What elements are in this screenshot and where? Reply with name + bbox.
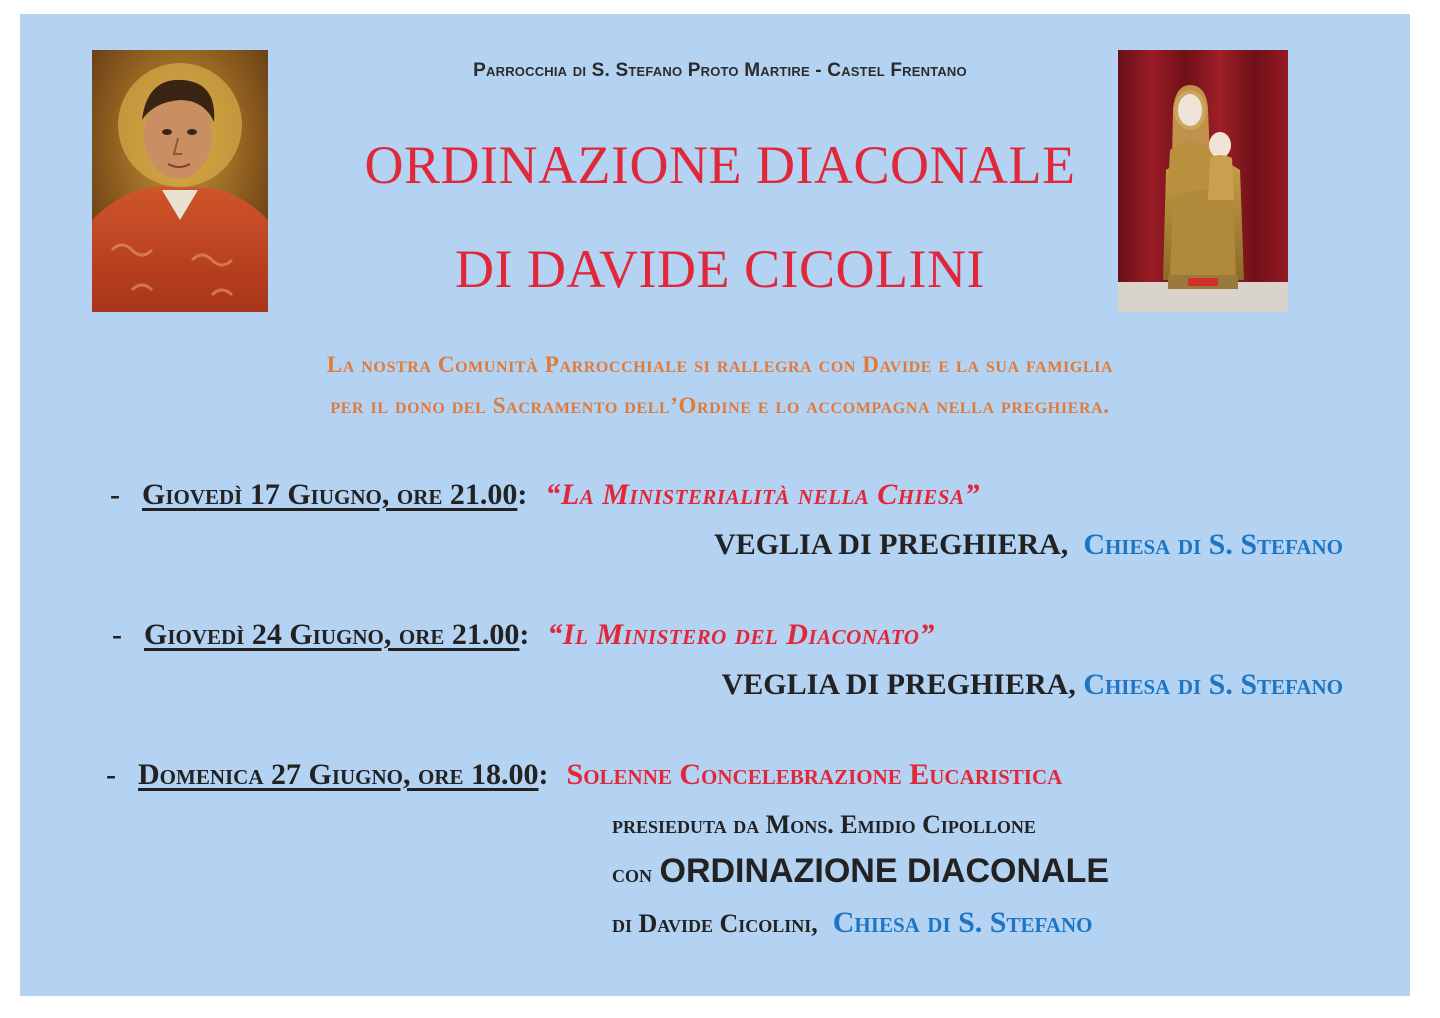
event-3-presided: [612, 810, 1036, 840]
event-bullet: -: [110, 478, 120, 511]
intro-line-1: La nostra Comunità Parrocchiale si rallegra con Davide e la sua famiglia: [326, 352, 1114, 377]
event-colon: :: [519, 618, 530, 651]
event-3-place: Chiesa di S. Stefano: [832, 906, 1093, 939]
title-line-1: ORDINAZIONE DIACONALE: [364, 135, 1076, 195]
title-line-2: DI DAVIDE CICOLINI: [455, 239, 985, 299]
event-3-ordination: [612, 852, 1109, 891]
event-1-detail: [714, 528, 1343, 562]
event-3-date: Domenica 27 Giugno, ore 18.00: [138, 758, 539, 791]
event-1-date: Giovedì 17 Giugno, ore 21.00: [142, 478, 518, 511]
event-1-place: Chiesa di S. Stefano: [1083, 528, 1343, 561]
intro-line-2: per il dono del Sacramento dell’Ordine e lo accompagna nella preghiera.: [330, 393, 1110, 418]
event-3-presided-text: presieduta da Mons. Emidio Cipollone: [612, 810, 1036, 839]
event-2-activity: VEGLIA DI PREGHIERA,: [721, 668, 1076, 701]
event-2-date: Giovedì 24 Giugno, ore 21.00: [144, 618, 520, 651]
event-3-candidate: [612, 906, 1092, 940]
event-bullet: -: [106, 758, 116, 791]
event-colon: :: [517, 478, 528, 511]
event-3-header: [106, 758, 1062, 792]
event-1-header: [110, 478, 980, 512]
event-2-detail: [722, 668, 1343, 702]
event-3-ordination-text: ORDINAZIONE DIACONALE: [659, 852, 1110, 890]
parish-name: Parrocchia di S. Stefano Proto Martire - Castel Frentano: [473, 60, 967, 81]
event-3-of: di Davide Cicolini,: [612, 909, 818, 938]
event-3-title: Solenne Concelebrazione Eucaristica: [566, 758, 1063, 791]
event-2-theme: “Il Ministero del Diaconato”: [547, 618, 935, 651]
event-3-with: con: [612, 859, 652, 888]
event-colon: :: [538, 758, 549, 791]
event-1-activity: VEGLIA DI PREGHIERA,: [714, 528, 1069, 561]
event-2-place: Chiesa di S. Stefano: [1083, 668, 1343, 701]
event-bullet: -: [112, 618, 122, 651]
event-1-theme: “La Ministerialità nella Chiesa”: [545, 478, 980, 511]
event-2-header: [112, 618, 935, 652]
